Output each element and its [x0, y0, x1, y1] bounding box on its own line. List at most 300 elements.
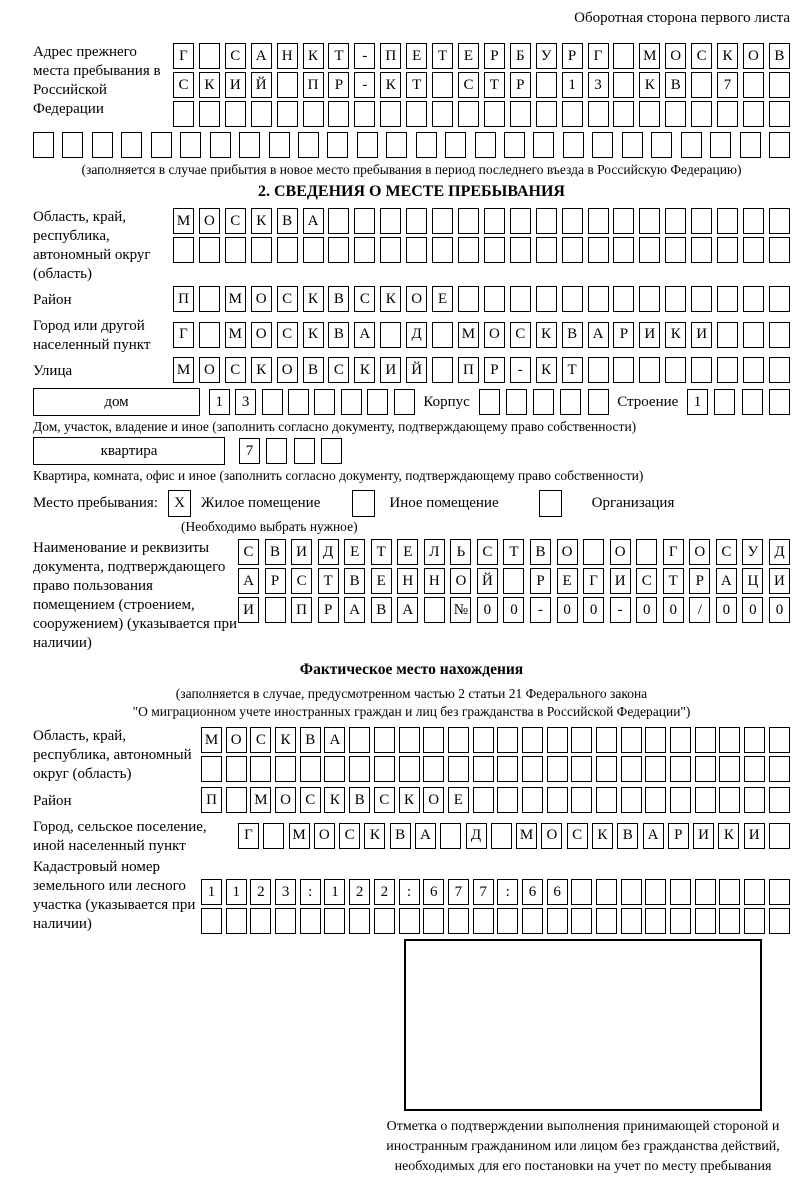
cadastre-row-2 [201, 908, 790, 934]
char-cell [497, 756, 518, 782]
char-cell [354, 237, 375, 263]
char-cell [423, 727, 444, 753]
char-cell: - [610, 597, 631, 623]
char-cell [547, 727, 568, 753]
char-cell: В [769, 43, 790, 69]
char-cell [717, 237, 738, 263]
char-cell [367, 389, 388, 415]
actual-district-row [201, 787, 790, 813]
char-cell [665, 237, 686, 263]
korpus-label: Корпус [423, 393, 470, 410]
char-cell: К [199, 72, 220, 98]
char-cell [210, 132, 231, 158]
char-cell [324, 908, 345, 934]
char-cell [503, 568, 524, 594]
char-cell [473, 727, 494, 753]
apartment-type-box: квартира [33, 437, 225, 465]
char-cell: В [665, 72, 686, 98]
char-cell [475, 132, 496, 158]
char-cell [491, 823, 512, 849]
char-cell [349, 756, 370, 782]
street-row [173, 357, 790, 383]
char-cell: С [458, 72, 479, 98]
char-cell: А [397, 597, 418, 623]
char-cell [740, 132, 761, 158]
char-cell: С [567, 823, 588, 849]
char-cell: О [199, 357, 220, 383]
char-cell: Д [769, 539, 790, 565]
char-cell [533, 132, 554, 158]
char-cell [151, 132, 172, 158]
char-cell: - [354, 72, 375, 98]
char-cell [769, 389, 790, 415]
char-cell [596, 787, 617, 813]
house-row [33, 388, 790, 416]
char-cell [719, 879, 740, 905]
char-cell [691, 101, 712, 127]
char-cell: М [201, 727, 222, 753]
actual-location-title: Фактическое место нахождения [299, 661, 524, 678]
char-cell [562, 286, 583, 312]
char-cell: П [303, 72, 324, 98]
char-cell: О [226, 727, 247, 753]
char-cell: А [251, 43, 272, 69]
char-cell: Й [477, 568, 498, 594]
district-label: Район [33, 292, 72, 308]
document-block [33, 539, 790, 653]
actual-region-block [33, 727, 790, 785]
char-cell [510, 101, 531, 127]
char-cell [458, 286, 479, 312]
char-cell: О [689, 539, 710, 565]
char-cell: С [225, 208, 246, 234]
char-cell [665, 357, 686, 383]
char-cell [743, 72, 764, 98]
char-cell: Г [173, 322, 194, 348]
char-cell: К [364, 823, 385, 849]
char-cell [613, 286, 634, 312]
char-cell [588, 101, 609, 127]
char-cell: К [354, 357, 375, 383]
char-cell [458, 208, 479, 234]
char-cell: Е [406, 43, 427, 69]
char-cell [226, 908, 247, 934]
char-cell [621, 756, 642, 782]
char-cell: М [289, 823, 310, 849]
char-cell: О [406, 286, 427, 312]
char-cell [266, 438, 287, 464]
char-cell [321, 438, 342, 464]
char-cell: С [691, 43, 712, 69]
char-cell: 7 [717, 72, 738, 98]
char-cell: П [173, 286, 194, 312]
char-cell: О [450, 568, 471, 594]
char-cell: 0 [477, 597, 498, 623]
char-cell: : [300, 879, 321, 905]
char-cell: Й [406, 357, 427, 383]
char-cell: Й [251, 72, 272, 98]
char-cell [769, 879, 790, 905]
char-cell: М [173, 208, 194, 234]
char-cell: В [300, 727, 321, 753]
char-cell: А [588, 322, 609, 348]
char-cell [639, 208, 660, 234]
char-cell [769, 787, 790, 813]
char-cell: Т [318, 568, 339, 594]
char-cell: Ц [742, 568, 763, 594]
char-cell [199, 322, 220, 348]
char-cell: А [716, 568, 737, 594]
actual-region-label: Область, край, республика, автономный округ (область) [33, 728, 192, 782]
char-cell [300, 908, 321, 934]
char-cell [719, 908, 740, 934]
char-cell [424, 597, 445, 623]
char-cell: С [225, 43, 246, 69]
checkbox-other-premises [352, 490, 375, 517]
char-cell [380, 237, 401, 263]
char-cell: С [636, 568, 657, 594]
char-cell: И [769, 568, 790, 594]
char-cell: Р [484, 43, 505, 69]
char-cell: 1 [687, 389, 708, 415]
char-cell: № [450, 597, 471, 623]
char-cell: И [693, 823, 714, 849]
char-cell: К [717, 43, 738, 69]
char-cell: В [562, 322, 583, 348]
char-cell [562, 237, 583, 263]
char-cell [769, 908, 790, 934]
char-cell [717, 101, 738, 127]
char-cell: П [201, 787, 222, 813]
char-cell: М [516, 823, 537, 849]
char-cell: : [497, 879, 518, 905]
char-cell: К [536, 322, 557, 348]
char-cell: А [324, 727, 345, 753]
char-cell [394, 389, 415, 415]
char-cell [743, 101, 764, 127]
char-cell: Т [503, 539, 524, 565]
prev-address-block [33, 43, 790, 130]
actual-city-block [33, 818, 790, 856]
char-cell: Т [432, 43, 453, 69]
char-cell [588, 389, 609, 415]
char-cell [432, 101, 453, 127]
char-cell [263, 823, 284, 849]
char-cell [199, 101, 220, 127]
char-cell: И [691, 322, 712, 348]
char-cell [639, 237, 660, 263]
char-cell: Т [371, 539, 392, 565]
actual-city-label: Город, сельское поселение, иной населенный пункт [33, 819, 207, 854]
char-cell: 3 [588, 72, 609, 98]
char-cell [399, 756, 420, 782]
char-cell: 0 [583, 597, 604, 623]
char-cell [744, 756, 765, 782]
char-cell [547, 908, 568, 934]
char-cell [265, 597, 286, 623]
char-cell [645, 787, 666, 813]
char-cell [536, 72, 557, 98]
char-cell [250, 756, 271, 782]
char-cell [226, 787, 247, 813]
char-cell: И [291, 539, 312, 565]
char-cell: С [477, 539, 498, 565]
char-cell [314, 389, 335, 415]
char-cell: Т [562, 357, 583, 383]
char-cell [277, 237, 298, 263]
char-cell: 6 [547, 879, 568, 905]
char-cell [92, 132, 113, 158]
char-cell [536, 101, 557, 127]
char-cell: Р [668, 823, 689, 849]
char-cell: К [275, 727, 296, 753]
char-cell [225, 101, 246, 127]
char-cell: 0 [716, 597, 737, 623]
char-cell [769, 286, 790, 312]
char-cell [473, 908, 494, 934]
char-cell [303, 237, 324, 263]
char-cell: О [665, 43, 686, 69]
char-cell: В [349, 787, 370, 813]
char-cell: М [639, 43, 660, 69]
prev-address-row-1 [173, 43, 790, 69]
actual-location-note-2: "О миграционном учете иностранных граждан и лиц без гражданства в Российской Федерации") [132, 704, 691, 719]
char-cell [571, 756, 592, 782]
house-number-cells [209, 389, 415, 415]
char-cell: Р [562, 43, 583, 69]
char-cell [173, 237, 194, 263]
char-cell: / [689, 597, 710, 623]
char-cell [473, 756, 494, 782]
char-cell: И [639, 322, 660, 348]
char-cell: Р [328, 72, 349, 98]
char-cell [201, 908, 222, 934]
char-cell: К [251, 208, 272, 234]
char-cell [681, 132, 702, 158]
char-cell [547, 756, 568, 782]
char-cell [432, 322, 453, 348]
char-cell: Д [406, 322, 427, 348]
char-cell [341, 389, 362, 415]
stay-place-row [33, 490, 790, 517]
char-cell [719, 787, 740, 813]
char-cell [769, 72, 790, 98]
region-label: Область, край, республика, автономный округ (область) [33, 209, 151, 282]
char-cell: Е [432, 286, 453, 312]
char-cell [645, 879, 666, 905]
stay-place-label: Место пребывания: [33, 495, 158, 511]
apartment-caption: Квартира, комната, офис и иное (заполнить согласно документу, подтверждающему право собственности) [33, 468, 644, 483]
char-cell [201, 756, 222, 782]
char-cell [596, 756, 617, 782]
char-cell: К [665, 322, 686, 348]
char-cell [562, 208, 583, 234]
char-cell [423, 756, 444, 782]
char-cell: В [303, 357, 324, 383]
actual-district-block [33, 787, 790, 816]
char-cell: В [328, 322, 349, 348]
char-cell: - [354, 43, 375, 69]
char-cell [769, 208, 790, 234]
char-cell [695, 756, 716, 782]
char-cell [691, 72, 712, 98]
checkbox-organization [539, 490, 562, 517]
char-cell [399, 727, 420, 753]
char-cell [695, 727, 716, 753]
char-cell: 0 [557, 597, 578, 623]
char-cell: И [744, 823, 765, 849]
char-cell [239, 132, 260, 158]
char-cell: С [250, 727, 271, 753]
char-cell [622, 132, 643, 158]
char-cell: Е [458, 43, 479, 69]
char-cell: К [536, 357, 557, 383]
char-cell: 0 [742, 597, 763, 623]
char-cell [324, 756, 345, 782]
house-type-box: дом [33, 388, 200, 416]
char-cell: О [199, 208, 220, 234]
apartment-row [33, 437, 790, 465]
street-label: Улица [33, 363, 73, 379]
char-cell [448, 756, 469, 782]
char-cell [497, 908, 518, 934]
char-cell: А [354, 322, 375, 348]
char-cell: К [639, 72, 660, 98]
char-cell: Д [318, 539, 339, 565]
char-cell: Р [510, 72, 531, 98]
char-cell: С [291, 568, 312, 594]
char-cell: С [510, 322, 531, 348]
char-cell [510, 237, 531, 263]
char-cell: К [303, 322, 324, 348]
char-cell [536, 286, 557, 312]
char-cell [665, 101, 686, 127]
char-cell: О [610, 539, 631, 565]
char-cell: 6 [522, 879, 543, 905]
char-cell [328, 101, 349, 127]
char-cell [298, 132, 319, 158]
char-cell: П [380, 43, 401, 69]
stay-option-other-label: Иное помещение [389, 495, 499, 511]
char-cell [199, 286, 220, 312]
char-cell [432, 357, 453, 383]
char-cell: В [328, 286, 349, 312]
actual-city-row [238, 823, 790, 849]
char-cell: И [380, 357, 401, 383]
char-cell [327, 132, 348, 158]
char-cell: В [530, 539, 551, 565]
city-label: Город или другой населенный пункт [33, 318, 151, 353]
char-cell: К [303, 43, 324, 69]
char-cell [588, 208, 609, 234]
char-cell [484, 208, 505, 234]
char-cell [357, 132, 378, 158]
char-cell [769, 756, 790, 782]
char-cell [639, 357, 660, 383]
char-cell [432, 72, 453, 98]
korpus-cells [479, 389, 609, 415]
char-cell [380, 208, 401, 234]
char-cell: С [339, 823, 360, 849]
char-cell [374, 756, 395, 782]
actual-district-label: Район [33, 793, 72, 809]
char-cell [621, 908, 642, 934]
stay-option-residential-label: Жилое помещение [201, 495, 321, 511]
actual-location-note-1: (заполняется в случае, предусмотренном частью 2 статьи 21 Федерального закона [175, 686, 648, 701]
char-cell: Е [344, 539, 365, 565]
char-cell: 7 [239, 438, 260, 464]
char-cell: М [225, 286, 246, 312]
char-cell: О [484, 322, 505, 348]
char-cell [769, 101, 790, 127]
char-cell [300, 756, 321, 782]
char-cell: 1 [562, 72, 583, 98]
char-cell [717, 357, 738, 383]
char-cell [374, 908, 395, 934]
actual-region-row-1 [201, 727, 790, 753]
char-cell [710, 132, 731, 158]
char-cell: Ь [450, 539, 471, 565]
char-cell [742, 389, 763, 415]
char-cell [269, 132, 290, 158]
char-cell [744, 879, 765, 905]
city-block [33, 317, 790, 355]
char-cell [571, 787, 592, 813]
char-cell [479, 389, 500, 415]
char-cell [399, 908, 420, 934]
stay-place-hint: (Необходимо выбрать нужное) [181, 519, 358, 534]
char-cell: И [238, 597, 259, 623]
char-cell: А [415, 823, 436, 849]
char-cell: В [371, 597, 392, 623]
char-cell: М [173, 357, 194, 383]
char-cell: Т [406, 72, 427, 98]
char-cell [277, 101, 298, 127]
char-cell [497, 727, 518, 753]
char-cell [769, 823, 790, 849]
char-cell [328, 237, 349, 263]
cadastre-block [33, 858, 790, 937]
section2-title: 2. СВЕДЕНИЯ О МЕСТЕ ПРЕБЫВАНИЯ [258, 183, 565, 200]
char-cell: Р [265, 568, 286, 594]
char-cell [277, 72, 298, 98]
char-cell: В [617, 823, 638, 849]
stroenie-label: Строение [617, 393, 679, 410]
char-cell: Е [448, 787, 469, 813]
char-cell [743, 237, 764, 263]
apartment-cells [239, 438, 342, 464]
char-cell: Т [484, 72, 505, 98]
char-cell [691, 237, 712, 263]
char-cell [769, 237, 790, 263]
char-cell [354, 101, 375, 127]
char-cell [645, 727, 666, 753]
char-cell: О [743, 43, 764, 69]
region-row-1 [173, 208, 790, 234]
char-cell [769, 322, 790, 348]
char-cell: Г [663, 539, 684, 565]
char-cell: К [251, 357, 272, 383]
char-cell [743, 322, 764, 348]
char-cell [522, 787, 543, 813]
char-cell: 1 [226, 879, 247, 905]
document-row-3 [238, 597, 790, 623]
char-cell [180, 132, 201, 158]
char-cell: 1 [201, 879, 222, 905]
actual-region-row-2 [201, 756, 790, 782]
char-cell [596, 879, 617, 905]
char-cell [510, 208, 531, 234]
